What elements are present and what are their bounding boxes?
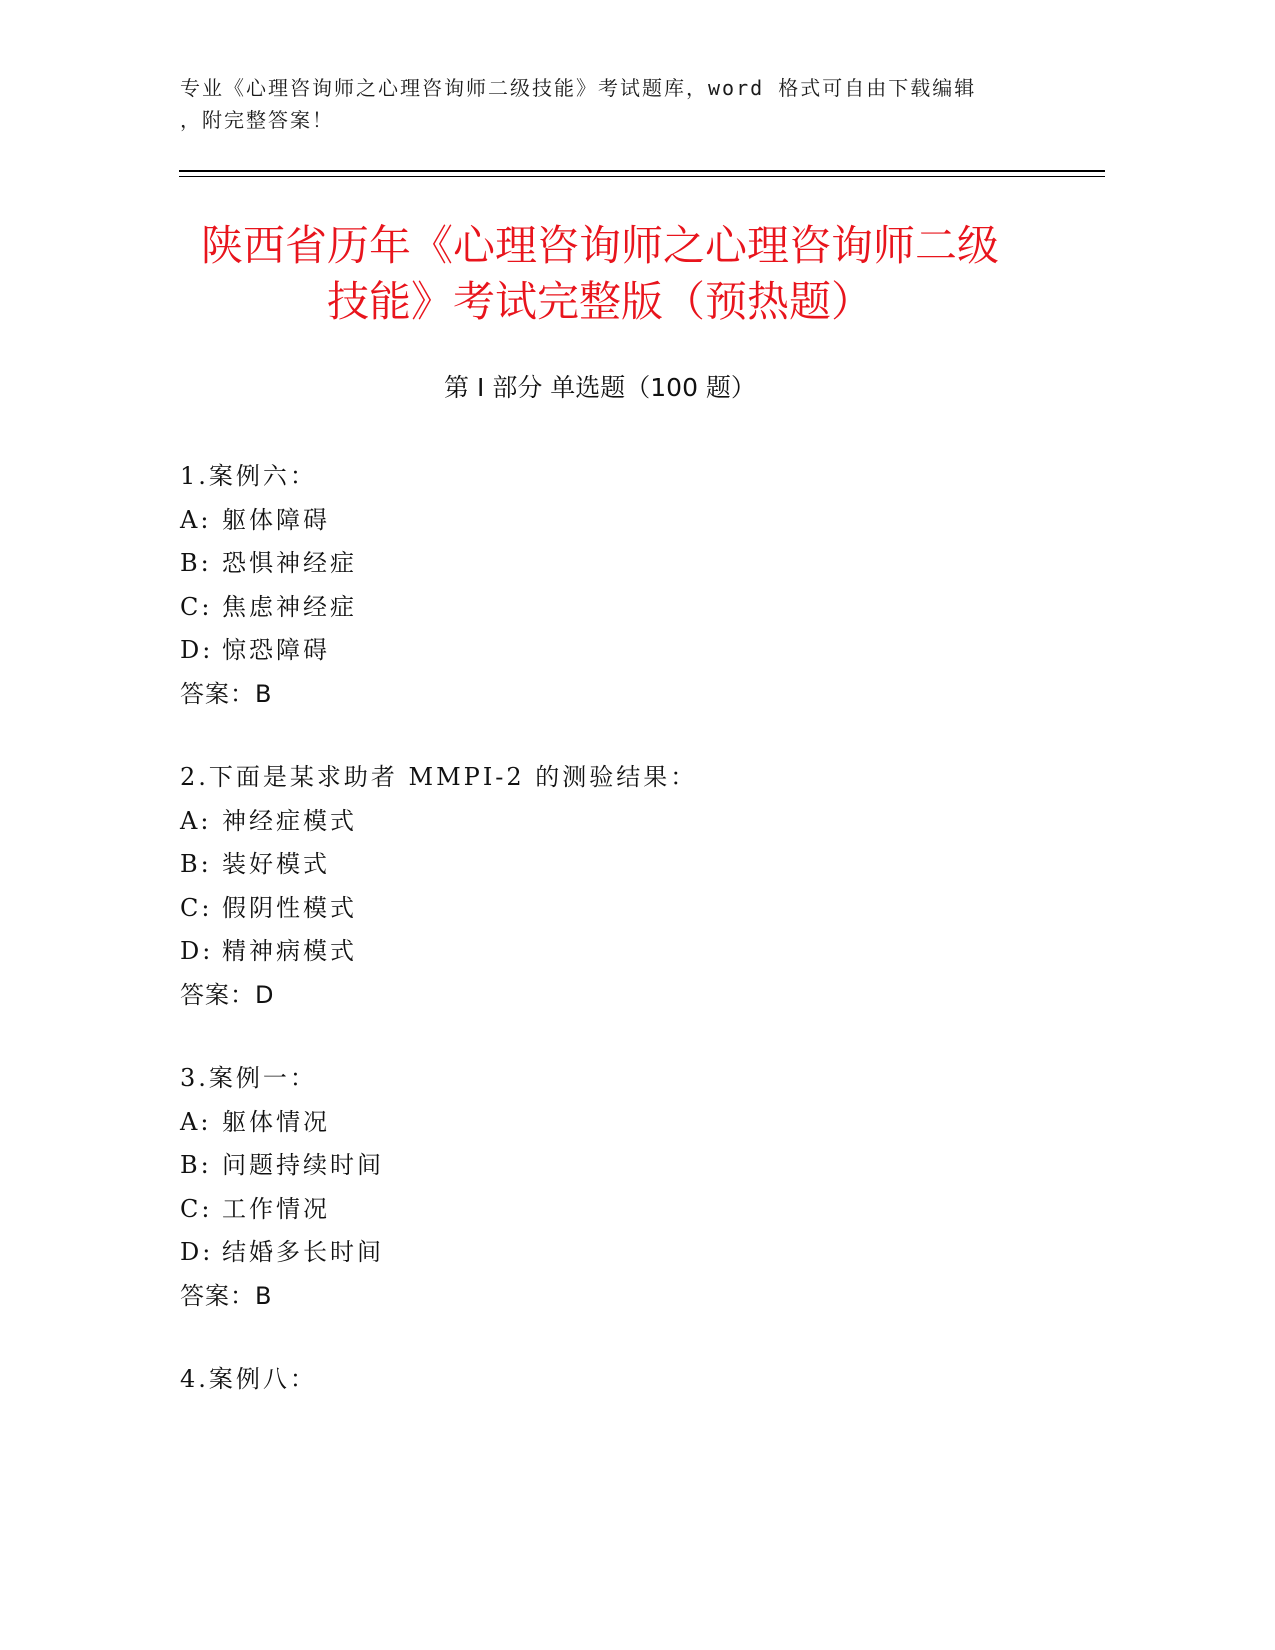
option-letter: D: [180,1238,214,1266]
option-letter: C: [180,893,213,922]
document-title [150,218,1050,330]
question-3 [180,1057,1080,1318]
option-a [180,1101,1080,1145]
document-title-line-2: 技能》考试完整版（预热题） [326,277,873,326]
option-text: 装好模式 [222,850,330,878]
answer-line [180,673,1080,717]
option-text: 躯体障碍 [222,505,330,534]
answer-line [180,974,1080,1018]
option-a [180,499,1080,543]
question-stem: 1.案例六： [180,462,317,490]
option-text: 躯体情况 [222,1107,330,1136]
section-heading: 第 I 部分 单选题（100 题） [444,373,756,402]
option-text: 假阴性模式 [222,893,357,922]
option-text: 惊恐障碍 [222,636,330,664]
question-stem: 4.案例八： [180,1365,317,1393]
document-title-line-1: 陕西省历年《心理咨询师之心理咨询师二级 [200,221,999,270]
option-d [180,629,1080,673]
option-b [180,1144,1080,1188]
option-letter: D: [180,937,214,965]
option-text: 精神病模式 [222,937,357,965]
option-a [180,800,1080,844]
question-4 [180,1358,1080,1402]
header-divider-thick [179,170,1105,172]
option-letter: A: [180,1107,212,1136]
option-letter: B: [180,1151,212,1179]
option-letter: A: [180,806,212,835]
option-b [180,542,1080,586]
option-letter: D: [180,636,214,664]
header-note-line-1: 专业《心理咨询师之心理咨询师二级技能》考试题库，word 格式可自由下载编辑 [180,76,977,100]
option-letter: A: [180,505,212,534]
answer-label: 答案： [180,980,255,1009]
question-2 [180,756,1080,1017]
option-c [180,1188,1080,1232]
option-text: 问题持续时间 [222,1151,384,1179]
option-d [180,930,1080,974]
option-letter: C: [180,592,213,621]
option-letter: C: [180,1194,213,1223]
option-b [180,843,1080,887]
header-note-line-2: ，附完整答案！ [180,108,334,132]
answer-label: 答案： [180,1281,255,1310]
answer-label: 答案： [180,679,255,708]
answer-line [180,1275,1080,1319]
option-text: 焦虑神经症 [222,592,357,621]
option-c [180,586,1080,630]
option-text: 神经症模式 [222,806,357,835]
question-1 [180,455,1080,716]
option-d [180,1231,1080,1275]
question-list [180,455,1080,1442]
answer-value: B [255,1281,273,1310]
header-note [180,72,1040,136]
question-stem: 3.案例一： [180,1064,317,1092]
question-stem: 2.下面是某求助者 MMPI-2 的测验结果： [180,763,698,791]
option-letter: B: [180,850,212,878]
option-text: 恐惧神经症 [222,549,357,577]
option-text: 结婚多长时间 [222,1238,384,1266]
answer-value: B [255,679,273,708]
option-text: 工作情况 [222,1194,330,1223]
option-c [180,887,1080,931]
option-letter: B: [180,549,212,577]
header-divider-thin [179,176,1105,177]
answer-value: D [255,980,275,1009]
